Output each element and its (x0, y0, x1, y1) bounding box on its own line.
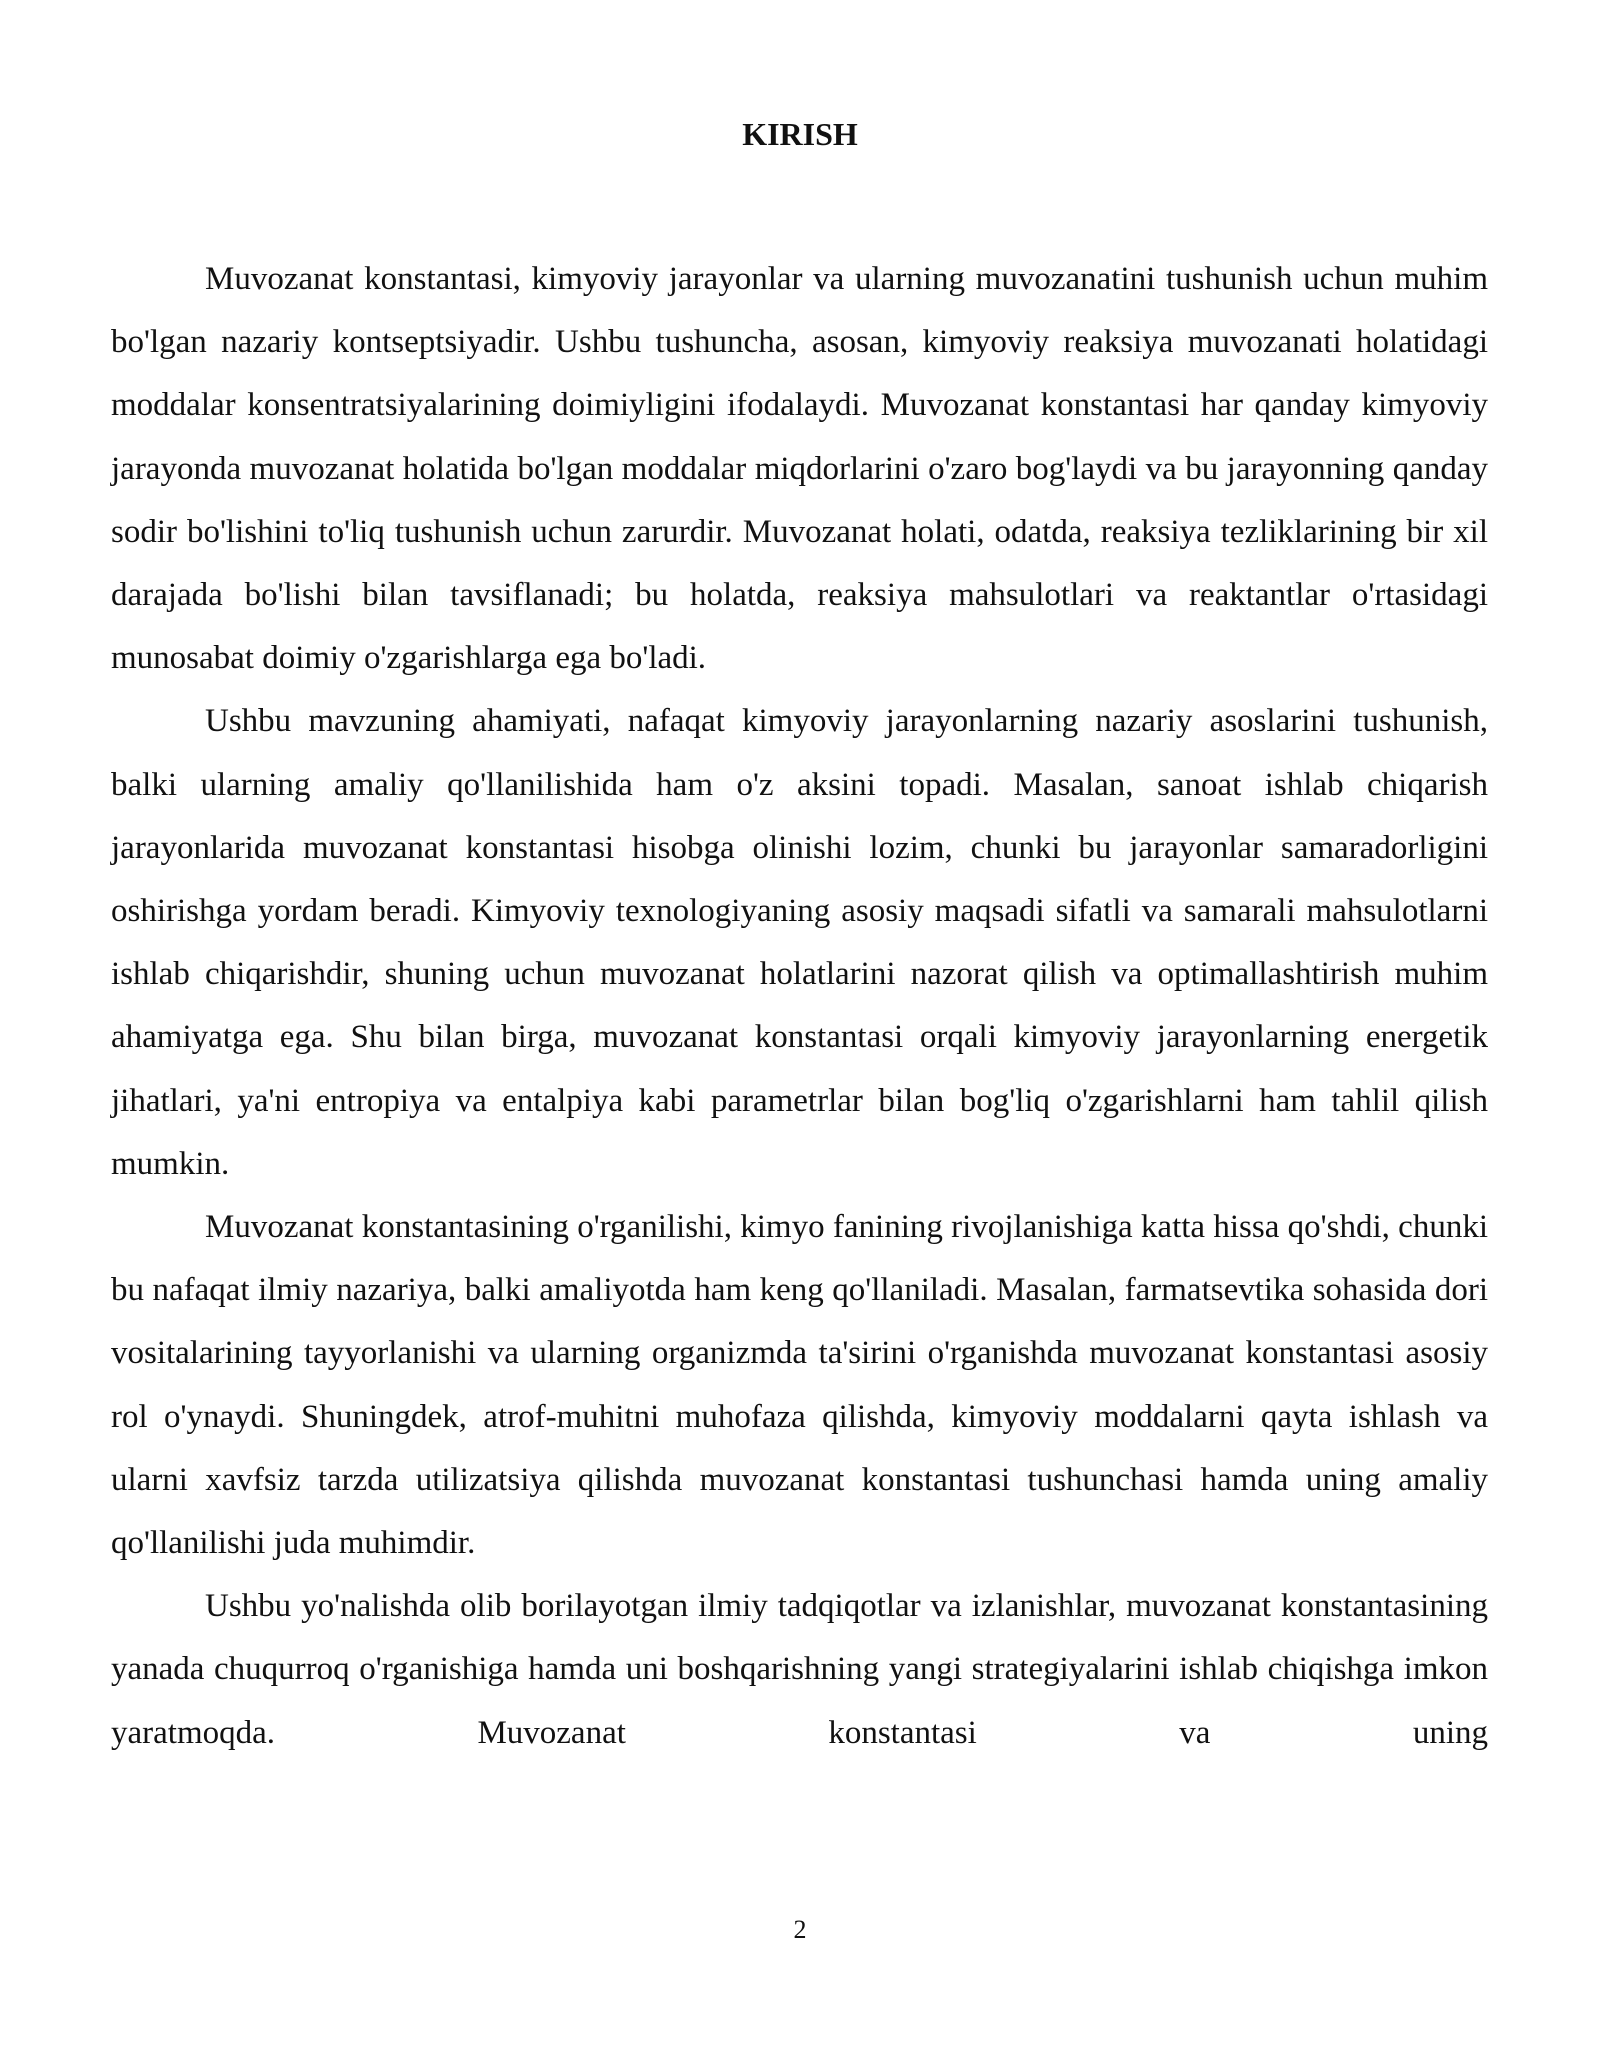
body-text (111, 248, 1488, 1765)
paragraph-4: Ushbu yo'nalishda olib borilayotgan ilmiy tadqiqotlar va izlanishlar, muvozanat konstantasining yanada chuqurroq o'rganishiga hamda uni boshqarishning yangi strategiyalarini ishlab chiqishga imkon yaratmoqda. Muvozanat konstantasi va uning (111, 1588, 1488, 1751)
paragraph-2: Ushbu mavzuning ahamiyati, nafaqat kimyoviy jarayonlarning nazariy asoslarini tushunish, balki ularning amaliy qo'llanilishida ham o'z aksini topadi. Masalan, sanoat ishlab chiqarish jarayonlarida muvozanat konstantasi hisobga olinishi lozim, chunki bu jarayonlar samaradorligini oshirishga yordam beradi. Kimyoviy texnologiyaning asosiy maqsadi sifatli va samarali mahsulotlarni ishlab chiqarishdir, shuning uchun muvozanat holatlarini nazorat qilish va optimallashtirish muhim ahamiyatga ega. Shu bilan birga, muvozanat konstantasi orqali kimyoviy jarayonlarning energetik jihatlari, ya'ni entropiya va entalpiya kabi parametrlar bilan bog'liq o'zgarishlarni ham tahlil qilish mumkin. (111, 703, 1488, 1182)
page-number: 2 (793, 1915, 807, 1944)
page-title: KIRISH (742, 116, 858, 152)
paragraph-3: Muvozanat konstantasining o'rganilishi, kimyo fanining rivojlanishiga katta hissa qo'shdi, chunki bu nafaqat ilmiy nazariya, balki amaliyotda ham keng qo'llaniladi. Masalan, farmatsevtika sohasida dori vositalarining tayyorlanishi va ularning organizmda ta'sirini o'rganishda muvozanat konstantasi asosiy rol o'ynaydi. Shuningdek, atrof-muhitni muhofaza qilishda, kimyoviy moddalarni qayta ishlash va ularni xavfsiz tarzda utilizatsiya qilishda muvozanat konstantasi tushunchasi hamda uning amaliy qo'llanilishi juda muhimdir. (111, 1209, 1488, 1562)
paragraph-1: Muvozanat konstantasi, kimyoviy jarayonlar va ularning muvozanatini tushunish uchun muhim bo'lgan nazariy kontseptsiyadir. Ushbu tushuncha, asosan, kimyoviy reaksiya muvozanati holatidagi moddalar konsentratsiyalarining doimiyligini ifodalaydi. Muvozanat konstantasi har qanday kimyoviy jarayonda muvozanat holatida bo'lgan moddalar miqdorlarini o'zaro bog'laydi va bu jarayonning qanday sodir bo'lishini to'liq tushunish uchun zarurdir. Muvozanat holati, odatda, reaksiya tezliklarining bir xil darajada bo'lishi bilan tavsiflanadi; bu holatda, reaksiya mahsulotlari va reaktantlar o'rtasidagi munosabat doimiy o'zgarishlarga ega bo'ladi. (111, 261, 1488, 677)
